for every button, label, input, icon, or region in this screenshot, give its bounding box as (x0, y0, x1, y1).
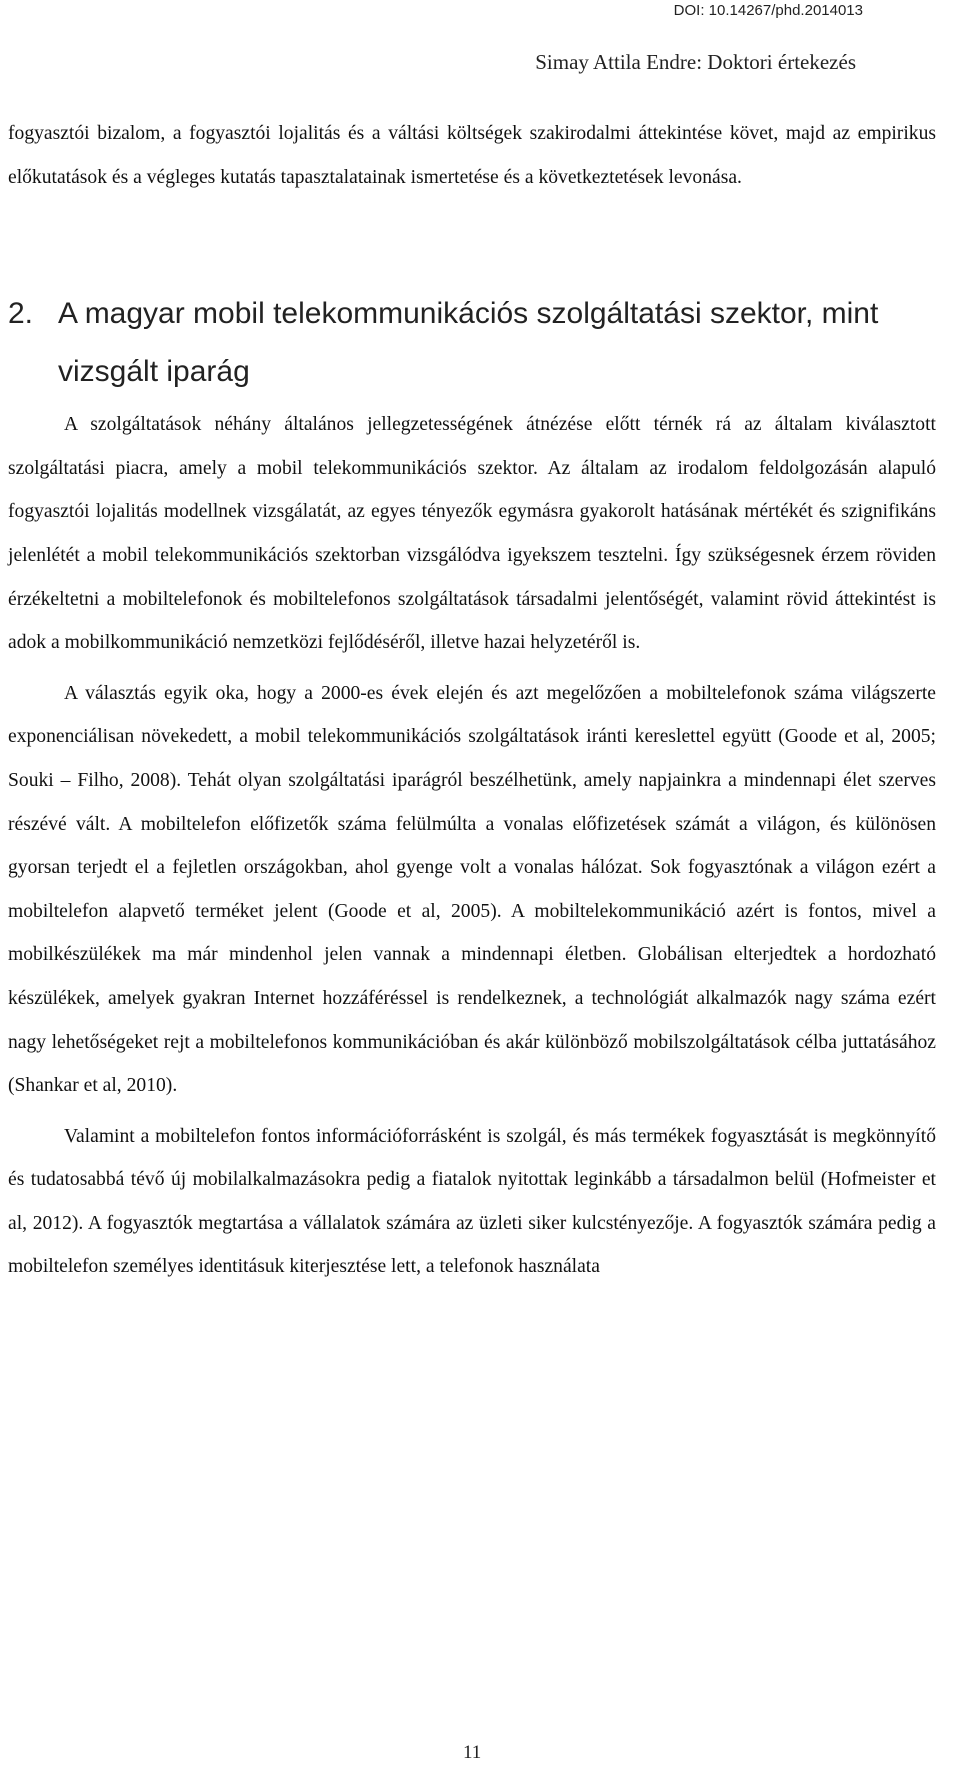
section-heading (8, 285, 936, 401)
body-paragraph-1: A szolgáltatások néhány általános jellegzetességének átnézése előtt térnék rá az általam kiválasztott szolgáltatási piacra, amely a mobil telekommunikációs szektor. Az általam az irodalom feldolgozásán alapuló fogyasztói lojalitás modellnek vizsgálatát, az egyes tényezők egymásra gyakorolt hatásának mértékét és szignifikáns jelenlétét a mobil telekommunikációs szektorban vizsgálódva igyekszem tesztelni. Így szükségesnek érzem röviden érzékeltetni a mobiltelefonok és mobiltelefonos szolgáltatások társadalmi jelentőségét, valamint rövid áttekintést is adok a mobilkommunikáció nemzetközi fejlődéséről, illetve hazai helyzetéről is. (8, 414, 936, 654)
running-header: Simay Attila Endre: Doktori értekezés (535, 50, 856, 74)
section-number: 2. (8, 297, 34, 331)
page-number: 11 (463, 1742, 482, 1763)
section-title: A magyar mobil telekommunikációs szolgáltatási szektor, mint vizsgált iparág (58, 297, 879, 389)
intro-paragraph: fogyasztói bizalom, a fogyasztói lojalitás és a váltási költségek szakirodalmi áttekintése követ, majd az empirikus előkutatások és a végleges kutatás tapasztalatainak ismertetése és a következtetések levonása. (8, 123, 936, 188)
body-paragraph-3: Valamint a mobiltelefon fontos információforrásként is szolgál, és más termékek fogyasztását is megkönnyítő és tudatosabbá tévő új mobilalkalmazásokra pedig a fiatalok nyitottak leginkább a társadalmon belül (Hofmeister et al, 2012). A fogyasztók megtartása a vállalatok számára az üzleti siker kulcstényezője. A fogyasztók számára pedig a mobiltelefon személyes identitásuk kiterjesztése lett, a telefonok használata (8, 1125, 936, 1278)
body-paragraph-2: A választás egyik oka, hogy a 2000-es évek elején és azt megelőzően a mobiltelefonok száma világszerte exponenciálisan növekedett, a mobil telekommunikációs szolgáltatások iránti kereslettel együtt (Goode et al, 2005; Souki – Filho, 2008). Tehát olyan szolgáltatási iparágról beszélhetünk, amely napjainkra a mindennapi élet szerves részévé vált. A mobiltelefon előfizetők száma felülmúlta a vonalas előfizetések számát a világon, és különösen gyorsan terjedt el a fejletlen országokban, ahol gyenge volt a vonalas hálózat. Sok fogyasztónak a világon ezért a mobiltelefon alapvető terméket jelent (Goode et al, 2005). A mobiltelekommunikáció azért is fontos, mivel a mobilkészülékek ma már mindenhol jelen vannak a mindennapi életben. Globálisan elterjedtek a hordozható készülékek, amelyek gyakran Internet hozzáféréssel is rendelkeznek, a technológiát alkalmazók nagy száma ezért nagy lehetőségeket rejt a mobiltelefonos kommunikációban és akár különböző mobilszolgáltatások célba juttatásához (Shankar et al, 2010). (8, 682, 936, 1097)
doi-label: DOI: 10.14267/phd.2014013 (673, 2, 863, 19)
page-body (8, 112, 936, 1289)
